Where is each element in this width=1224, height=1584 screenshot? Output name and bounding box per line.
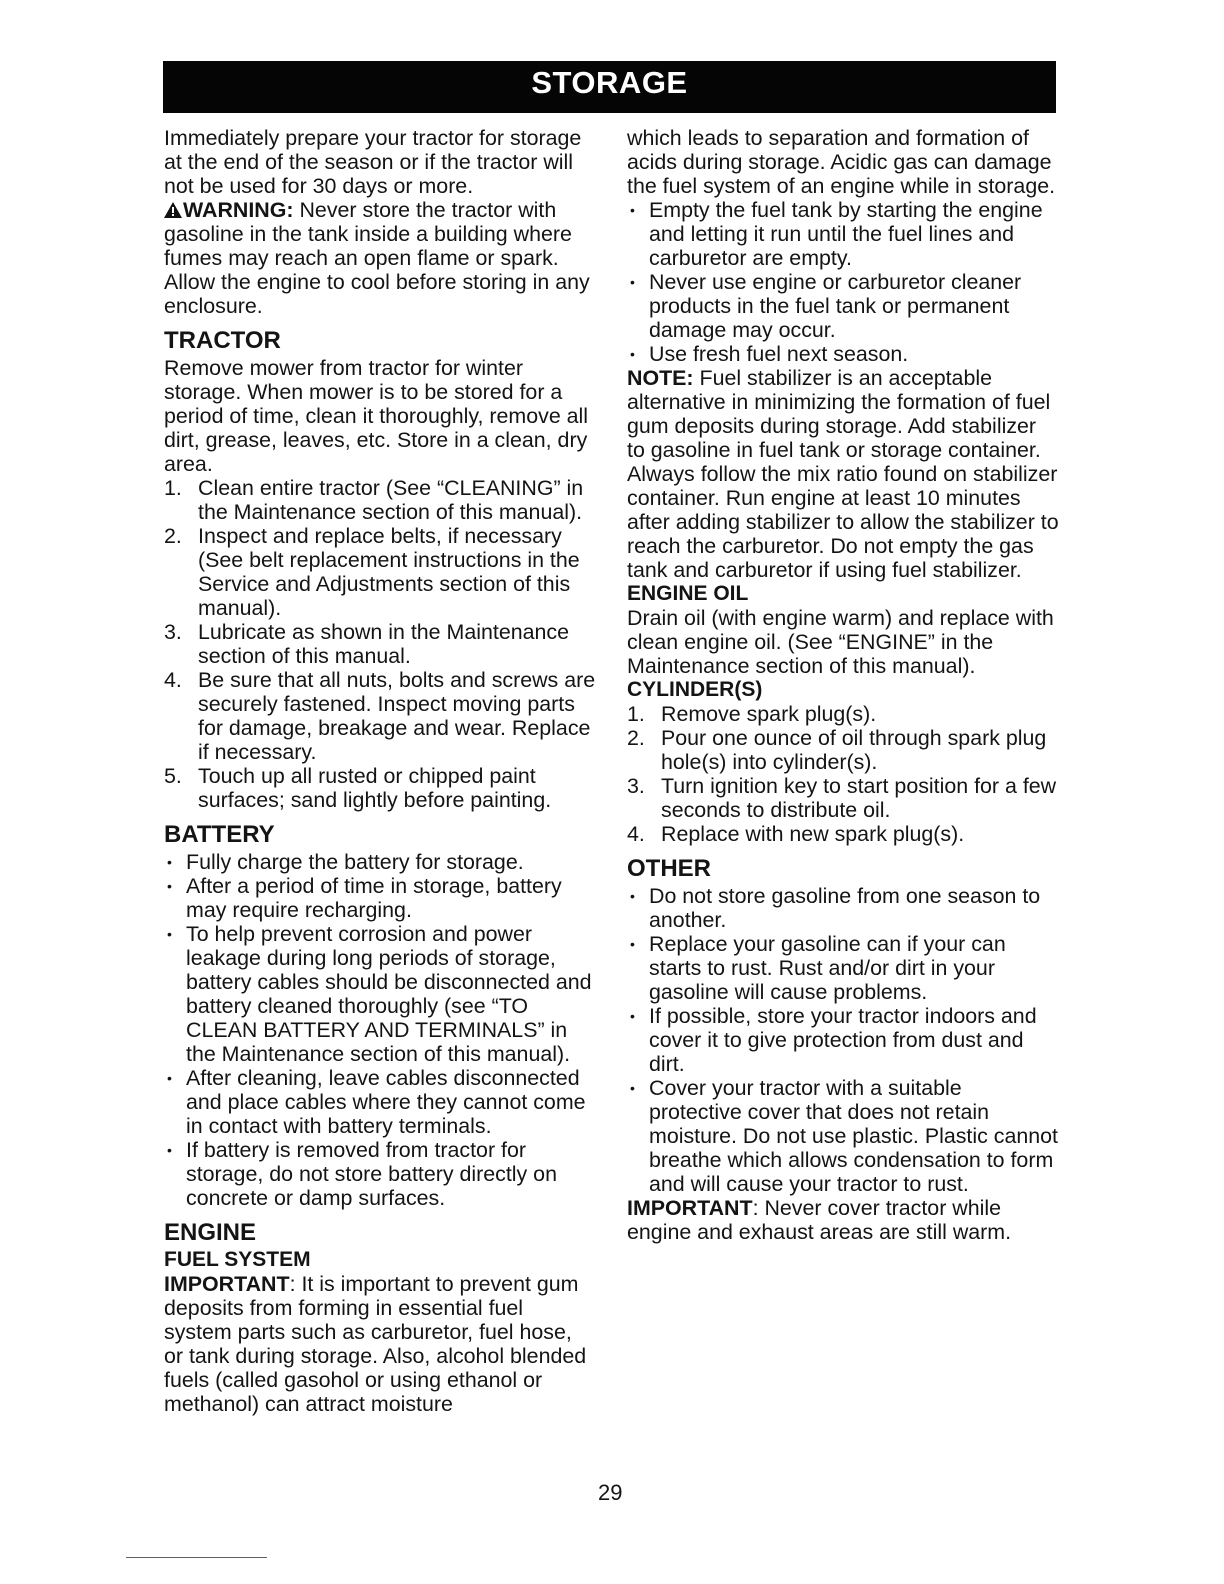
list-item: • If possible, store your tractor indoors and cover it to give protection from dust and dirt.	[627, 1004, 1059, 1076]
step-number: 3.	[627, 774, 645, 798]
other-heading: OTHER	[627, 855, 711, 882]
left-column	[164, 126, 596, 1416]
list-item	[164, 476, 596, 524]
footer-rule	[126, 1557, 267, 1558]
list-item	[164, 668, 596, 764]
step-text: Lubricate as shown in the Maintenance section of this manual.	[198, 620, 570, 668]
list-item: • Use fresh fuel next season.	[627, 342, 1059, 366]
step-text: Pour one ounce of oil through spark plug hole(s) into cylinder(s).	[661, 726, 1047, 774]
intro-paragraph: Immediately prepare your tractor for storage at the end of the season or if the tractor will not be used for 30 days or more.	[164, 126, 582, 198]
list-item: • After cleaning, leave cables disconnected and place cables where they cannot come in contact with battery terminals.	[164, 1066, 596, 1138]
step-number: 3.	[164, 620, 182, 644]
list-item: • Empty the fuel tank by starting the engine and letting it run until the fuel lines and carburetor are empty.	[627, 198, 1059, 270]
list-item	[164, 524, 596, 620]
right-column	[627, 126, 1059, 1244]
list-item: • To help prevent corrosion and power leakage during long periods of storage, battery cables should be disconnected and battery cleaned thoroughly (see “TO CLEAN BATTERY AND TERMINALS” in the Maintenance section of this manual).	[164, 922, 596, 1066]
fuel-bullets	[627, 198, 1059, 366]
step-number: 1.	[164, 476, 182, 500]
list-item	[627, 702, 1059, 726]
step-text: Remove spark plug(s).	[661, 702, 877, 726]
step-number: 4.	[164, 668, 182, 692]
step-number: 2.	[627, 726, 645, 750]
important-label: IMPORTANT	[627, 1196, 753, 1220]
step-number: 4.	[627, 822, 645, 846]
list-item: • Do not store gasoline from one season to another.	[627, 884, 1059, 932]
list-item	[627, 726, 1059, 774]
fuel-important-paragraph	[164, 1272, 596, 1416]
page-number: 29	[598, 1480, 623, 1505]
list-item: • If battery is removed from tractor for storage, do not store battery directly on concrete or damp surfaces.	[164, 1138, 596, 1210]
cylinders-heading: CYLINDER(S)	[627, 678, 763, 701]
engine-heading: ENGINE	[164, 1219, 257, 1246]
step-text: Clean entire tractor (See “CLEANING” in the Maintenance section of this manual).	[198, 476, 584, 524]
warning-label: WARNING:	[183, 198, 294, 222]
step-number: 2.	[164, 524, 182, 548]
tractor-heading: TRACTOR	[164, 327, 281, 354]
note-text: Fuel stabilizer is an acceptable alternative in minimizing the formation of fuel gum deposits during storage. Add stabilizer to gasoline in fuel tank or storage container. Always follow the mix ratio found on stabilizer container. Run engine at least 10 minutes after adding stabilizer to allow the stabilizer to reach the carburetor. Do not empty the gas tank and carburetor if using fuel stabilizer.	[627, 366, 1059, 582]
step-number: 5.	[164, 764, 182, 788]
warning-paragraph	[164, 198, 596, 318]
battery-bullets	[164, 850, 596, 1210]
step-text: Be sure that all nuts, bolts and screws are securely fastened. Inspect moving parts for damage, breakage and wear. Replace if necessary.	[198, 668, 596, 764]
engine-oil-heading: ENGINE OIL	[627, 582, 749, 605]
note-label: NOTE:	[627, 366, 694, 390]
cylinder-steps	[627, 702, 1059, 846]
important-paragraph	[627, 1196, 1059, 1244]
important-label: IMPORTANT	[164, 1272, 290, 1296]
step-text: Replace with new spark plug(s).	[661, 822, 965, 846]
list-item	[164, 764, 596, 812]
step-number: 1.	[627, 702, 645, 726]
step-text: Inspect and replace belts, if necessary (See belt replacement instructions in the Service and Adjustments section of this manual).	[198, 524, 580, 620]
list-item	[164, 620, 596, 668]
list-item	[627, 774, 1059, 822]
battery-heading: BATTERY	[164, 821, 275, 848]
list-item: • Fully charge the battery for storage.	[164, 850, 596, 874]
important-text: : Never cover tractor while engine and exhaust areas are still warm.	[627, 1196, 1012, 1244]
important-text: : It is important to prevent gum deposits from forming in essential fuel system parts such as carburetor, fuel hose, or tank during storage. Also, alcohol blended fuels (called gasohol or using ethanol or methanol) can attract moisture	[164, 1272, 587, 1416]
step-text: Touch up all rusted or chipped paint surfaces; sand lightly before painting.	[198, 764, 552, 812]
list-item	[627, 822, 1059, 846]
other-bullets	[627, 884, 1059, 1196]
note-paragraph	[627, 366, 1059, 582]
fuel-continued-paragraph: which leads to separation and formation of acids during storage. Acidic gas can damage the fuel system of an engine while in storage.	[627, 126, 1056, 198]
page-title: STORAGE	[163, 61, 1056, 113]
list-item: • Cover your tractor with a suitable protective cover that does not retain moisture. Do not use plastic. Plastic cannot breathe which allows condensation to form and will cause your tractor to rust.	[627, 1076, 1059, 1196]
tractor-steps	[164, 476, 596, 812]
list-item: • After a period of time in storage, battery may require recharging.	[164, 874, 596, 922]
warning-text: Never store the tractor with gasoline in the tank inside a building where fumes may reach an open flame or spark. Allow the engine to cool before storing in any enclosure.	[164, 198, 590, 318]
engine-oil-paragraph: Drain oil (with engine warm) and replace with clean engine oil. (See “ENGINE” in the Maintenance section of this manual).	[627, 606, 1054, 678]
list-item: • Never use engine or carburetor cleaner products in the fuel tank or permanent damage may occur.	[627, 270, 1059, 342]
warning-triangle-icon	[164, 202, 182, 218]
step-text: Turn ignition key to start position for a few seconds to distribute oil.	[661, 774, 1057, 822]
list-item: • Replace your gasoline can if your can starts to rust. Rust and/or dirt in your gasoline will cause problems.	[627, 932, 1059, 1004]
fuel-system-heading: FUEL SYSTEM	[164, 1248, 311, 1271]
tractor-paragraph: Remove mower from tractor for winter storage. When mower is to be stored for a period of time, clean it thoroughly, remove all dirt, grease, leaves, etc. Store in a clean, dry area.	[164, 356, 589, 476]
